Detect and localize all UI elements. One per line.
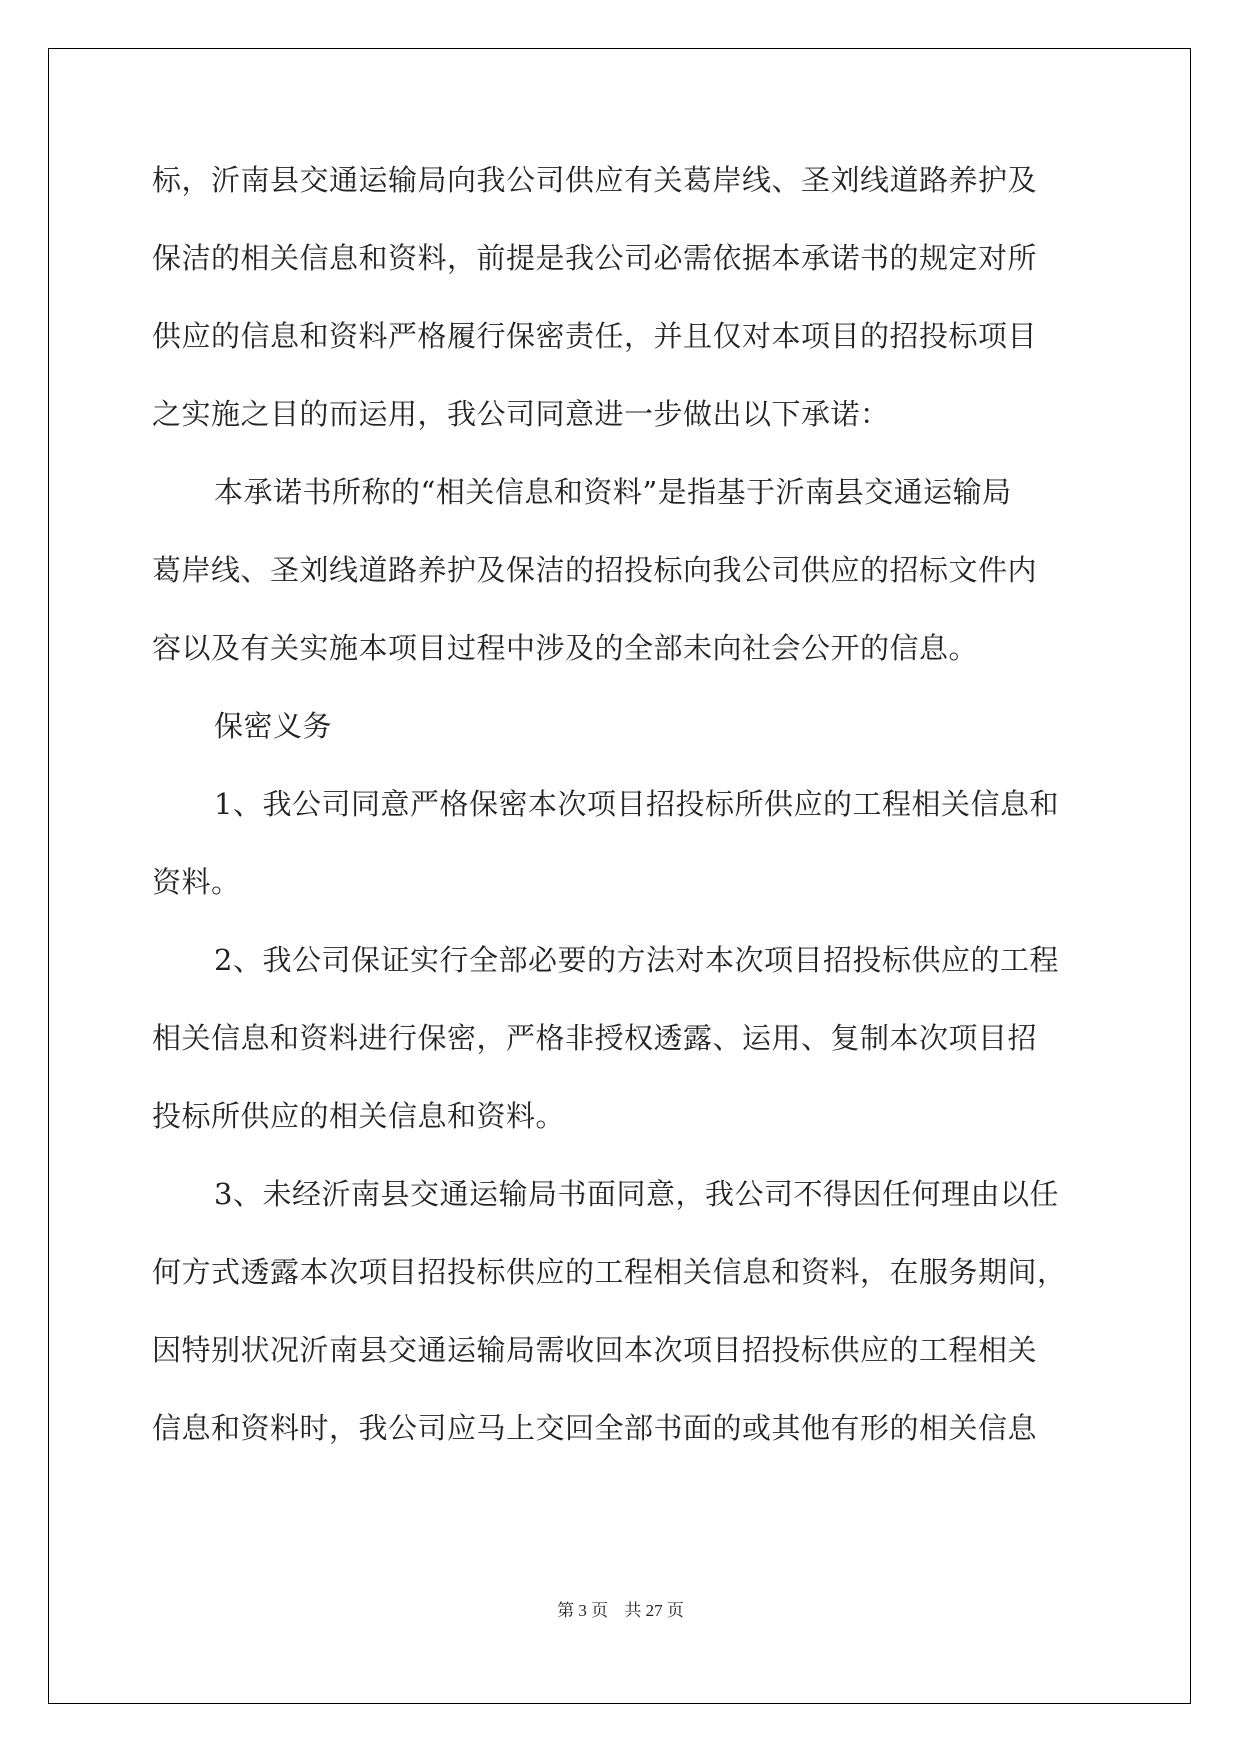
paragraph-start-line: 3、未经沂南县交通运输局书面同意，我公司不得因任何理由以任 bbox=[214, 1177, 1059, 1211]
body-line: 相关信息和资料进行保密，严格非授权透露、运用、复制本次项目招 bbox=[152, 1021, 1038, 1055]
section-heading: 保密义务 bbox=[214, 709, 333, 743]
body-line: 供应的信息和资料严格履行保密责任，并且仅对本项目的招投标项目 bbox=[152, 319, 1038, 353]
body-line: 保洁的相关信息和资料，前提是我公司必需依据本承诺书的规定对所 bbox=[152, 241, 1038, 275]
body-line: 信息和资料时，我公司应马上交回全部书面的或其他有形的相关信息 bbox=[152, 1411, 1038, 1445]
paragraph-start-line: 1、我公司同意严格保密本次项目招投标所供应的工程相关信息和 bbox=[214, 787, 1059, 821]
paragraph-start-line: 2、我公司保证实行全部必要的方法对本次项目招投标供应的工程 bbox=[214, 943, 1059, 977]
page-number: 第 3 页 bbox=[557, 1601, 609, 1620]
body-line: 之实施之目的而运用，我公司同意进一步做出以下承诺： bbox=[152, 397, 890, 431]
body-line: 资料。 bbox=[152, 865, 241, 899]
page-total: 共 27 页 bbox=[624, 1601, 684, 1620]
paragraph-start-line: 本承诺书所称的“相关信息和资料”是指基于沂南县交通运输局 bbox=[214, 475, 1012, 509]
body-line: 容以及有关实施本项目过程中涉及的全部未向社会公开的信息。 bbox=[152, 631, 979, 665]
body-line: 投标所供应的相关信息和资料。 bbox=[152, 1099, 566, 1133]
body-line: 何方式透露本次项目招投标供应的工程相关信息和资料，在服务期间， bbox=[152, 1255, 1067, 1289]
page-footer bbox=[0, 1596, 1241, 1621]
body-line: 葛岸线、圣刘线道路养护及保洁的招投标向我公司供应的招标文件内 bbox=[152, 553, 1038, 587]
body-line: 因特别状况沂南县交通运输局需收回本次项目招投标供应的工程相关 bbox=[152, 1333, 1038, 1367]
body-line: 标，沂南县交通运输局向我公司供应有关葛岸线、圣刘线道路养护及 bbox=[152, 163, 1038, 197]
